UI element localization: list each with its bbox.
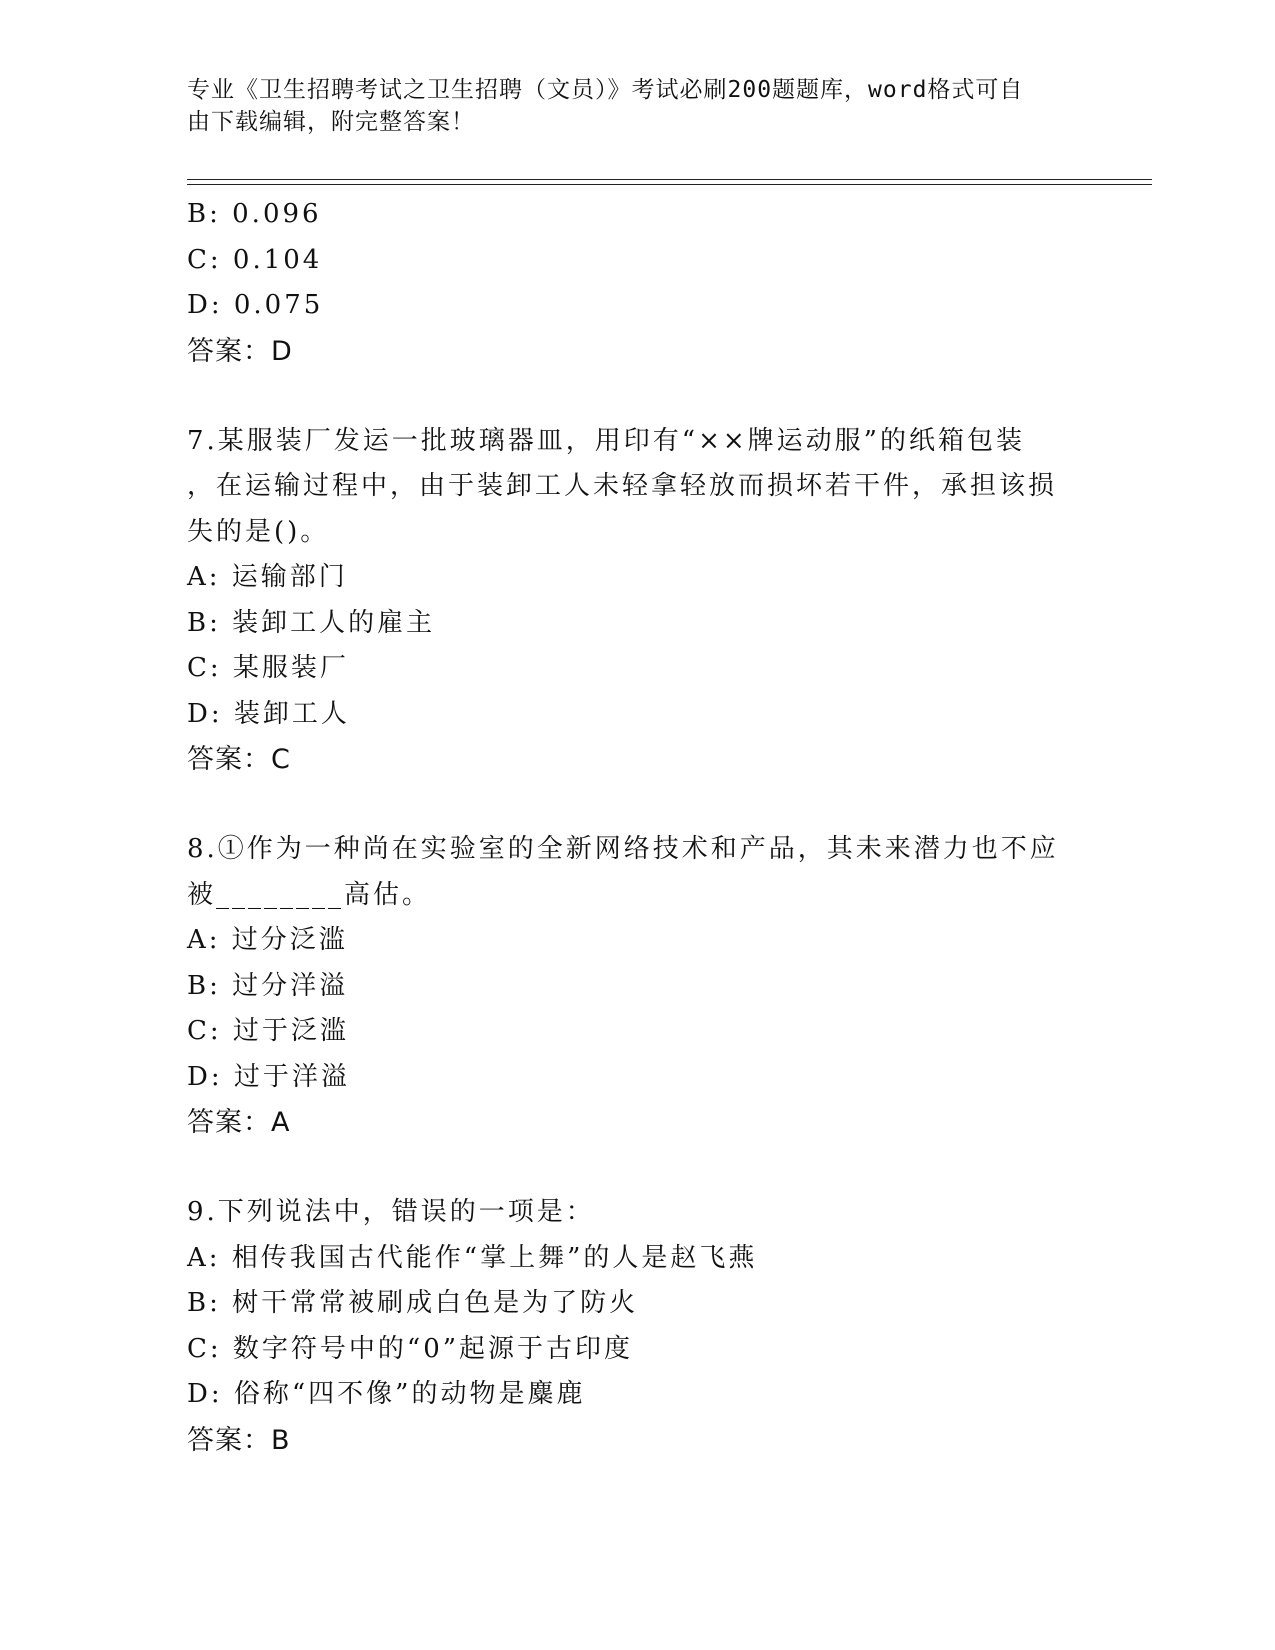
option-b: B: 过分洋溢 (187, 970, 349, 1001)
prev-question (187, 192, 1087, 374)
spacer (187, 1145, 1087, 1190)
option-b: B: 0.096 (187, 199, 322, 229)
question-stem: 9.下列说法中，错误的一项是： (187, 1197, 595, 1227)
question-stem: 7.某服装厂发运一批玻璃器皿，用印有“××牌运动服”的纸箱包装 (187, 425, 1025, 456)
answer-line: 答案：A (187, 1107, 291, 1138)
answer-line: 答案：B (187, 1424, 291, 1456)
option-c: C: 某服装厂 (187, 653, 349, 683)
question-list (187, 192, 1087, 1463)
option-b: B: 装卸工人的雇主 (187, 607, 436, 638)
option-c: C: 0.104 (187, 244, 323, 275)
question-stem: 失的是()。 (187, 516, 330, 547)
document-header (187, 74, 1067, 138)
option-d: D: 0.075 (187, 290, 324, 320)
header-line-2: 由下载编辑，附完整答案！ (187, 109, 475, 135)
spacer (187, 782, 1087, 827)
option-d: D: 过于洋溢 (187, 1061, 350, 1092)
option-c: C: 过于泛滥 (187, 1016, 349, 1046)
question-stem: 被________高估。 (187, 879, 432, 910)
option-a: A: 运输部门 (187, 562, 348, 592)
answer-line: 答案：C (187, 744, 291, 775)
question-8 (187, 827, 1087, 1145)
question-stem: ，在运输过程中，由于装卸工人未轻拿轻放而损坏若干件，承担该损 (187, 471, 1058, 501)
question-stem: 8.①作为一种尚在实验室的全新网络技术和产品，其未来潜力也不应 (187, 834, 1059, 864)
option-a: A: 过分泛滥 (187, 925, 348, 955)
question-7 (187, 419, 1087, 783)
header-divider-top (187, 179, 1152, 180)
option-a: A: 相传我国古代能作“掌上舞”的人是赵飞燕 (187, 1242, 758, 1273)
header-line-1: 专业《卫生招聘考试之卫生招聘（文员）》考试必刷200题题库，word格式可自 (187, 77, 1024, 103)
question-9 (187, 1190, 1087, 1463)
option-c: C: 数字符号中的“0”起源于古印度 (187, 1333, 634, 1364)
header-divider-bottom (187, 184, 1152, 185)
answer-line: 答案：D (187, 335, 293, 367)
option-b: B: 树干常常被刷成白色是为了防火 (187, 1288, 639, 1318)
spacer (187, 374, 1087, 419)
option-d: D: 俗称“四不像”的动物是麋鹿 (187, 1379, 586, 1409)
option-d: D: 装卸工人 (187, 698, 350, 729)
